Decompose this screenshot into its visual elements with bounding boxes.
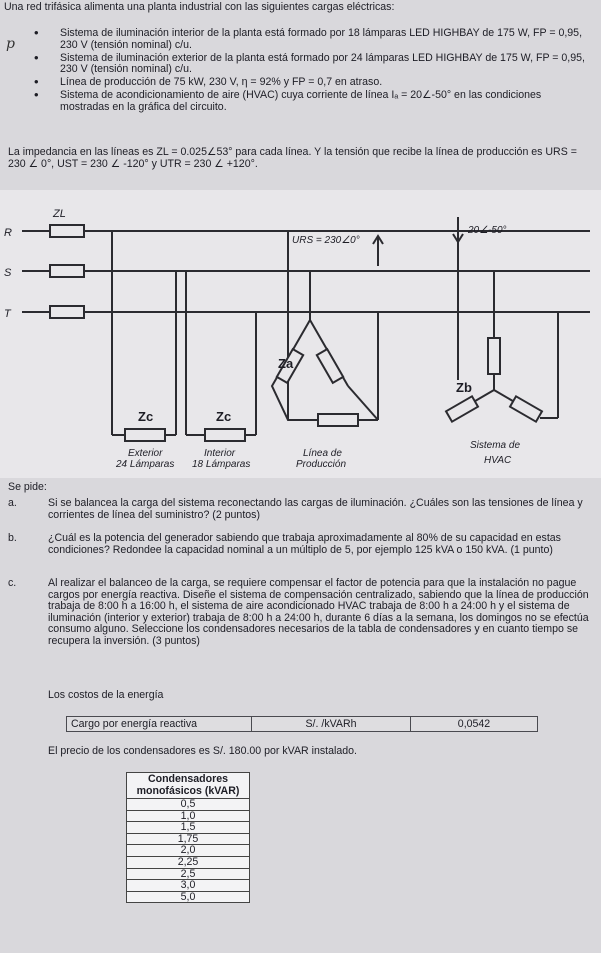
capacitor-table <box>126 772 250 903</box>
zc-interior-box <box>205 429 245 441</box>
zb-left-box <box>446 396 478 421</box>
line-r-label: R <box>4 227 12 239</box>
exterior-label: Exterior <box>128 448 163 459</box>
capacitor-value: 1,5 <box>127 822 250 834</box>
zc-exterior-box <box>125 429 165 441</box>
capacitor-table-header: Condensadores monofásicos (kVAR) <box>127 773 250 799</box>
table-row <box>67 717 538 732</box>
capacitor-value: 2,0 <box>127 845 250 857</box>
se-pide-heading: Se pide: <box>8 481 47 493</box>
zl-label: ZL <box>53 208 66 220</box>
circuit-diagram <box>0 190 601 478</box>
question-text: Si se balancea la carga del sistema reconectando las cargas de iluminación. ¿Cuáles son las tensiones de línea y corrientes de línea del suministro? (2 puntos) <box>48 497 583 521</box>
interior-count: 18 Lámparas <box>192 459 251 470</box>
intro-text: Una red trifásica alimenta una planta industrial con las siguientes cargas eléctricas: <box>4 1 395 13</box>
question-label: b. <box>8 532 17 544</box>
line-t-label: T <box>4 308 11 320</box>
question-text: ¿Cuál es la potencia del generador sabiendo que trabaja aproximadamente al 80% de su capacidad en estas condiciones? Redondee la capacidad nominal a un múltiplo de 5, por ejemplo 125 kVA o 150 kVA. (1 punto) <box>48 532 561 556</box>
za-bottom-box <box>318 414 358 426</box>
capacitor-value: 1,75 <box>127 833 250 845</box>
question-b <box>8 533 594 556</box>
za-label: Za <box>278 356 294 371</box>
impedance-text: La impedancia en las líneas es ZL = 0.025∠53° para cada línea. Y la tensión que recibe la línea de producción es URS = 230 ∠ 0°, UST = 230 ∠ -120° y UTR = 230 ∠ +120°. <box>8 146 577 170</box>
question-label: a. <box>8 497 17 509</box>
cost-value: 0,0542 <box>411 717 538 732</box>
current-label: 20∠-50° <box>468 225 507 236</box>
cost-concept: Cargo por energía reactiva <box>67 717 252 732</box>
load-item: • Sistema de iluminación exterior de la planta está formado por 24 lámparas LED HIGHBAY de 175 W, FP = 0,95, 230 V (tensión nominal) c/u. <box>20 53 590 76</box>
zb-top-box <box>488 338 500 374</box>
capacitor-value: 2,5 <box>127 868 250 880</box>
hvac-label-1: Sistema de <box>470 440 521 451</box>
question-a <box>8 498 594 521</box>
load-item: • Línea de producción de 75 kW, 230 V, η = 92% y FP = 0,7 en atraso. <box>20 77 590 89</box>
zl-r-box <box>50 225 84 237</box>
load-item: • Sistema de acondicionamiento de aire (HVAC) cuya corriente de línea Iₐ = 20∠-50° en las condiciones mostradas en la gráfica del circuito. <box>20 90 590 113</box>
zc-interior-label: Zc <box>216 409 232 424</box>
exterior-count: 24 Lámparas <box>116 459 175 470</box>
za-right-box <box>317 349 343 383</box>
question-c <box>8 578 594 648</box>
cost-unit: S/. /kVARh <box>252 717 411 732</box>
capacitor-value: 3,0 <box>127 880 250 892</box>
zb-label: Zb <box>456 380 472 395</box>
voltage-label: URS = 230∠0° <box>292 235 360 246</box>
zl-t-box <box>50 306 84 318</box>
production-label-2: Producción <box>296 459 347 470</box>
question-text: Al realizar el balanceo de la carga, se requiere compensar el factor de potencia para que la instalación no pague cargos por energía reactiva. Diseñe el sistema de compensación centralizado, sabiendo que la línea de producción trabaja de 8:00 h a 16:00 h, el sistema de aire acondicionado HVAC trabaja de 8:00 h a 24:00 h y el sistema de iluminación (interior y exterior) trabaja de 8:00 h a 24:00 h, durante 6 días a la semana, los domingos no se efectúa consumo alguno. Seleccione los condensadores necesarios de la tabla de condensadores y en cuanto tiempo se recupera la inversión. (3 puntos) <box>48 577 589 647</box>
energy-cost-table <box>66 716 538 732</box>
loads-list <box>20 28 590 115</box>
hvac-label-2: HVAC <box>484 455 512 466</box>
question-label: c. <box>8 577 17 589</box>
price-text: El precio de los condensadores es S/. 180.00 por kVAR instalado. <box>48 745 357 757</box>
zl-s-box <box>50 265 84 277</box>
capacitor-value: 5,0 <box>127 891 250 903</box>
zb-right-box <box>510 396 542 421</box>
line-s-label: S <box>4 267 12 279</box>
circuit-svg <box>0 190 601 478</box>
capacitor-value: 1,0 <box>127 810 250 822</box>
production-label-1: Línea de <box>303 448 342 459</box>
capacitor-value: 0,5 <box>127 799 250 811</box>
zc-exterior-label: Zc <box>138 409 154 424</box>
load-item: • Sistema de iluminación interior de la planta está formado por 18 lámparas LED HIGHBAY de 175 W, FP = 0,95, 230 V (tensión nominal) c/u. <box>20 28 590 51</box>
interior-label: Interior <box>204 448 236 459</box>
costs-title: Los costos de la energía <box>48 689 164 701</box>
capacitor-value: 2,25 <box>127 856 250 868</box>
handwritten-mark: p <box>6 36 15 52</box>
